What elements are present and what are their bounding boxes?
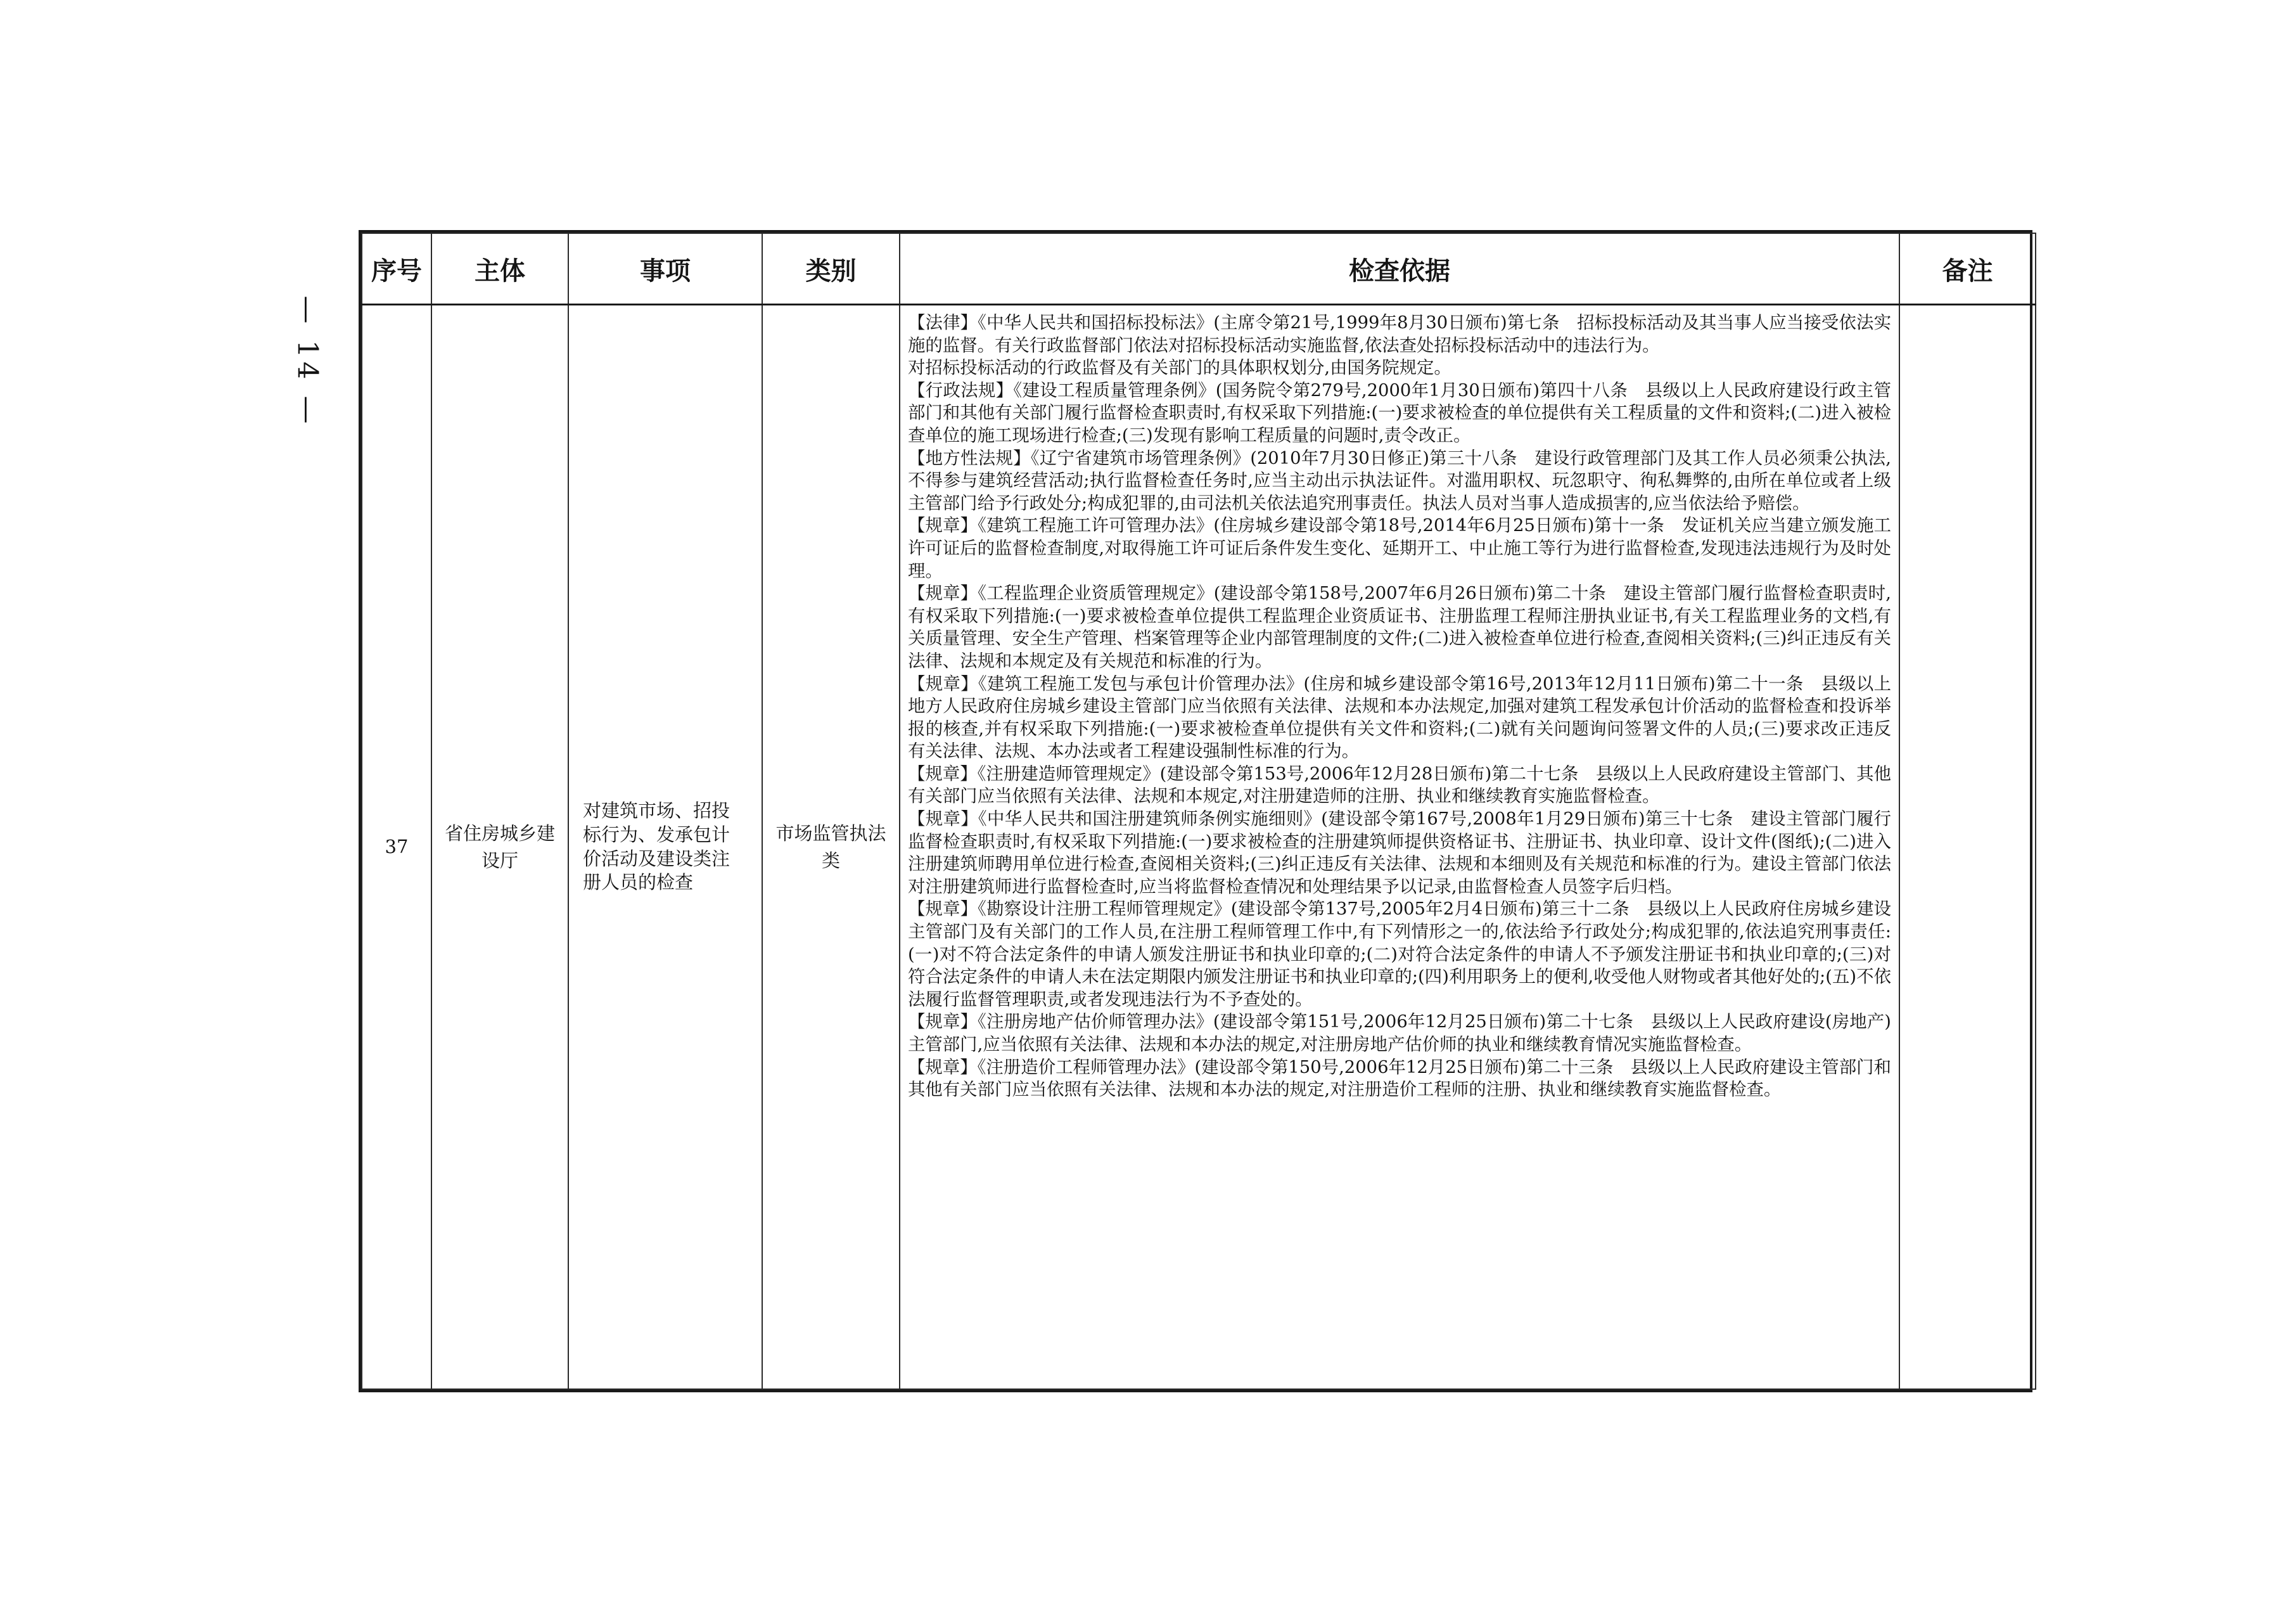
header-category: 类别: [762, 233, 900, 305]
header-item: 事项: [568, 233, 762, 305]
table: [361, 233, 2036, 1390]
inspection-table: [359, 230, 2032, 1392]
basis-paragraph: 【规章】《注册造价工程师管理办法》(建设部令第150号,2006年12月25日颁布)第二十三条 县级以上人民政府建设主管部门和其他有关部门应当依照有关法律、法规和本办法的规定,对注册造价工程师的注册、执业和继续教育实施监督检查。: [908, 1057, 1891, 1100]
cell-basis: [900, 305, 1899, 1390]
table-row: [362, 305, 2036, 1390]
basis-paragraph: 【规章】《勘察设计注册工程师管理规定》(建设部令第137号,2005年2月4日颁布)第三十二条 县级以上人民政府住房城乡建设主管部门及有关部门的工作人员,在注册工程师管理工作中,有下列情形之一的,依法给予行政处分;构成犯罪的,依法追究刑事责任:(一)对不符合法定条件的申请人颁发注册证书和执业印章的;(二)对符合法定条件的申请人不予颁发注册证书和执业印章的;(三)对符合法定条件的申请人未在法定期限内颁发注册证书和执业印章的;(四)利用职务上的便利,收受他人财物或者其他好处的;(五)不依法履行监督管理职责,或者发现违法行为不予查处的。: [908, 899, 1891, 1010]
header-basis: 检查依据: [900, 233, 1899, 305]
basis-paragraph: 【规章】《中华人民共和国注册建筑师条例实施细则》(建设部令第167号,2008年1月29日颁布)第三十七条 建设主管部门履行监督检查职责时,有权采取下列措施:(一)要求被检查的注册建筑师提供资格证书、注册证书、执业印章、设计文件(图纸);(二)进入注册建筑师聘用单位进行检查,查阅相关资料;(三)纠正违反有关法律、法规和本细则及有关规范和标准的行为。建设主管部门依法对注册建筑师进行监督检查时,应当将监督检查情况和处理结果予以记录,由监督检查人员签字后归档。: [908, 809, 1891, 897]
basis-paragraph: 【法律】《中华人民共和国招标投标法》(主席令第21号,1999年8月30日颁布)第七条 招标投标活动及其当事人应当接受依法实施的监督。有关行政监督部门依法对招标投标活动实施监督,依法查处招标投标活动中的违法行为。: [908, 313, 1891, 356]
basis-paragraph: 【地方性法规】《辽宁省建筑市场管理条例》(2010年7月30日修正)第三十八条 建设行政管理部门及其工作人员必须秉公执法,不得参与建筑经营活动;执行监督检查任务时,应当主动出示执法证件。对滥用职权、玩忽职守、徇私舞弊的,由所在单位或者上级主管部门给予行政处分;构成犯罪的,由司法机关依法追究刑事责任。执法人员对当事人造成损害的,应当依法给予赔偿。: [908, 448, 1891, 513]
header-no: 序号: [362, 233, 431, 305]
table-header-row: [362, 233, 2036, 305]
basis-paragraph: 【规章】《建筑工程施工许可管理办法》(住房城乡建设部令第18号,2014年6月25日颁布)第十一条 发证机关应当建立颁发施工许可证后的监督检查制度,对取得施工许可证后条件发生变化、延期开工、中止施工等行为进行监督检查,发现违法违规行为及时处理。: [908, 516, 1891, 581]
basis-paragraph: 【行政法规】《建设工程质量管理条例》(国务院令第279号,2000年1月30日颁布)第四十八条 县级以上人民政府建设行政主管部门和其他有关部门履行监督检查职责时,有权采取下列措施:(一)要求被检查的单位提供有关工程质量的文件和资料;(二)进入被检查单位的施工现场进行检查;(三)发现有影响工程质量的问题时,责令改正。: [908, 380, 1891, 446]
basis-paragraph: 对招标投标活动的行政监督及有关部门的具体职权划分,由国务院规定。: [908, 358, 1451, 378]
basis-paragraph: 【规章】《工程监理企业资质管理规定》(建设部令第158号,2007年6月26日颁布)第二十条 建设主管部门履行监督检查职责时,有权采取下列措施:(一)要求被检查单位提供工程监理企业资质证书、注册监理工程师注册执业证书,有关工程监理业务的文档,有关质量管理、安全生产管理、档案管理等企业内部管理制度的文件;(二)进入被检查单位进行检查,查阅相关资料;(三)纠正违反有关法律、法规和本规定及有关规范和标准的行为。: [908, 584, 1891, 671]
cell-no: 37: [362, 305, 431, 1390]
header-subject: 主体: [431, 233, 568, 305]
cell-remark: [1899, 305, 2036, 1390]
page-number: [257, 266, 358, 456]
cell-item: 对建筑市场、招投标行为、发承包计价活动及建设类注册人员的检查: [568, 305, 762, 1390]
basis-paragraph: 【规章】《建筑工程施工发包与承包计价管理办法》(住房和城乡建设部令第16号,2013年12月11日颁布)第二十一条 县级以上地方人民政府住房城乡建设主管部门应当依照有关法律、法规和本办法规定,加强对建筑工程发承包计价活动的监督检查和投诉举报的核查,并有权采取下列措施:(一)要求被检查单位提供有关文件和资料;(二)就有关问题询问签署文件的人员;(三)要求改正违反有关法律、法规、本办法或者工程建设强制性标准的行为。: [908, 674, 1891, 762]
page-number-text: — 14 —: [291, 295, 324, 427]
basis-paragraph: 【规章】《注册房地产估价师管理办法》(建设部令第151号,2006年12月25日颁布)第二十七条 县级以上人民政府建设(房地产)主管部门,应当依照有关法律、法规和本办法的规定,对注册房地产估价师的执业和继续教育情况实施监督检查。: [908, 1012, 1891, 1055]
header-remark: 备注: [1899, 233, 2036, 305]
basis-paragraph: 【规章】《注册建造师管理规定》(建设部令第153号,2006年12月28日颁布)第二十七条 县级以上人民政府建设主管部门、其他有关部门应当依照有关法律、法规和本规定,对注册建造师的注册、执业和继续教育实施监督检查。: [908, 764, 1891, 807]
cell-subject: 省住房城乡建设厅: [431, 305, 568, 1390]
cell-category: 市场监管执法类: [762, 305, 900, 1390]
